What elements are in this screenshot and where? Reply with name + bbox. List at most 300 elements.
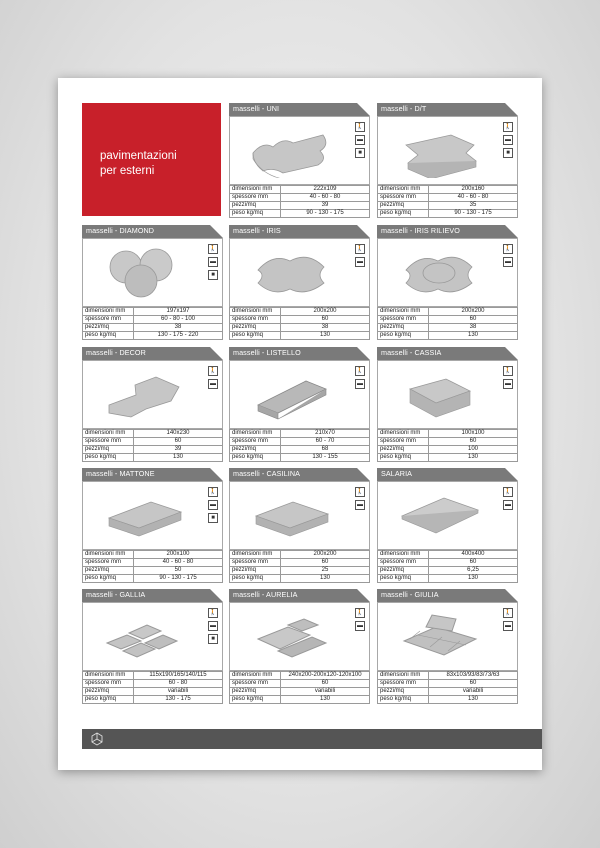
- spec-value: 40 - 60 - 80: [429, 194, 518, 202]
- spec-value: 100x100: [429, 430, 518, 438]
- table-row: [230, 202, 370, 210]
- spec-label: dimensioni mm: [83, 308, 134, 316]
- table-row: [230, 688, 370, 696]
- table-row: [378, 575, 518, 583]
- table-row: [378, 559, 518, 567]
- usage-icons: [355, 244, 364, 270]
- car-icon: ▬: [210, 502, 216, 508]
- truck-icon: ■: [208, 634, 218, 644]
- usage-icons: [503, 366, 512, 392]
- spec-value: 130: [429, 696, 518, 704]
- table-row: [378, 567, 518, 575]
- table-row: [378, 438, 518, 446]
- product-card: [82, 225, 223, 338]
- product-image-box: [377, 360, 518, 429]
- spec-value: 60: [429, 316, 518, 324]
- spec-value: 90 - 130 - 175: [281, 210, 370, 218]
- product-header: [377, 103, 518, 116]
- product-header: [82, 225, 223, 238]
- spec-label: dimensioni mm: [83, 551, 134, 559]
- spec-label: peso kg/mq: [230, 575, 281, 583]
- table-row: [378, 332, 518, 340]
- spec-label: pezzi/mq: [83, 446, 134, 454]
- table-row: [83, 332, 223, 340]
- spec-value: 222x109: [281, 186, 370, 194]
- car-icon: ▬: [505, 259, 511, 265]
- spec-label: pezzi/mq: [83, 324, 134, 332]
- spec-value: 38: [281, 324, 370, 332]
- table-row: [378, 186, 518, 194]
- table-row: [83, 308, 223, 316]
- table-row: [378, 454, 518, 462]
- spec-label: spessore mm: [83, 316, 134, 324]
- car-icon: ▬: [357, 381, 363, 387]
- spec-value: 60: [429, 559, 518, 567]
- pedestrian-icon: 🚶: [209, 368, 217, 374]
- product-image-box: [377, 238, 518, 307]
- spec-value: 6,25: [429, 567, 518, 575]
- table-row: [83, 567, 223, 575]
- product-header: [377, 468, 518, 481]
- product-image-box: [229, 602, 370, 671]
- usage-icons: [355, 608, 364, 634]
- table-row: [83, 454, 223, 462]
- usage-icons: [503, 122, 512, 161]
- paver-image: [396, 488, 481, 548]
- usage-icons: [503, 487, 512, 513]
- car-icon: ▬: [505, 623, 511, 629]
- spec-label: dimensioni mm: [230, 308, 281, 316]
- spec-label: peso kg/mq: [83, 696, 134, 704]
- spec-value: 240x200-200x120-120x100: [281, 672, 370, 680]
- pedestrian-icon: 🚶: [209, 610, 217, 616]
- spec-value: 100: [429, 446, 518, 454]
- product-card: [229, 589, 370, 702]
- paver-image: [396, 123, 481, 183]
- spec-label: pezzi/mq: [378, 446, 429, 454]
- product-card: [377, 347, 518, 460]
- car-icon: ▬: [210, 259, 216, 265]
- spec-table: [229, 185, 370, 218]
- product-image-box: [229, 116, 370, 185]
- table-row: [83, 575, 223, 583]
- spec-label: peso kg/mq: [83, 454, 134, 462]
- table-row: [378, 688, 518, 696]
- spec-label: dimensioni mm: [378, 551, 429, 559]
- spec-label: pezzi/mq: [230, 446, 281, 454]
- spec-value: 200x100: [134, 551, 223, 559]
- spec-label: peso kg/mq: [83, 332, 134, 340]
- section-title: pavimentazioni per esterni: [100, 150, 177, 177]
- spec-label: pezzi/mq: [83, 688, 134, 696]
- spec-label: spessore mm: [230, 438, 281, 446]
- spec-label: spessore mm: [230, 194, 281, 202]
- table-row: [378, 324, 518, 332]
- car-icon: ▬: [505, 502, 511, 508]
- spec-table: [229, 307, 370, 340]
- spec-label: peso kg/mq: [378, 454, 429, 462]
- spec-value: variabili: [134, 688, 223, 696]
- spec-label: pezzi/mq: [378, 688, 429, 696]
- spec-value: 130: [281, 332, 370, 340]
- spec-label: peso kg/mq: [230, 210, 281, 218]
- footer-bar: [82, 729, 542, 749]
- spec-label: spessore mm: [378, 194, 429, 202]
- product-header: [82, 347, 223, 360]
- table-row: [230, 186, 370, 194]
- table-row: [83, 672, 223, 680]
- spec-value: 115x190/165/140/115: [134, 672, 223, 680]
- spec-value: 60: [281, 559, 370, 567]
- spec-value: 200x200: [281, 551, 370, 559]
- product-name: masselli - GIULIA: [381, 590, 439, 599]
- spec-value: 60: [281, 316, 370, 324]
- truck-icon: ■: [208, 270, 218, 280]
- spec-label: peso kg/mq: [83, 575, 134, 583]
- product-header: [229, 103, 370, 116]
- product-image-box: [377, 481, 518, 550]
- product-name: masselli - DIAMOND: [86, 226, 155, 235]
- spec-table: [229, 429, 370, 462]
- spec-value: 39: [281, 202, 370, 210]
- spec-value: 130: [429, 454, 518, 462]
- spec-value: 130: [281, 696, 370, 704]
- usage-icons: [208, 244, 217, 283]
- table-row: [83, 324, 223, 332]
- product-card: [377, 589, 518, 702]
- spec-label: peso kg/mq: [378, 332, 429, 340]
- spec-value: 60: [134, 438, 223, 446]
- spec-label: dimensioni mm: [378, 430, 429, 438]
- paver-image: [248, 367, 333, 427]
- spec-label: dimensioni mm: [378, 308, 429, 316]
- product-image-box: [377, 602, 518, 671]
- table-row: [230, 680, 370, 688]
- truck-icon: ■: [355, 148, 365, 158]
- spec-value: variabili: [429, 688, 518, 696]
- product-card: [82, 589, 223, 702]
- spec-label: spessore mm: [83, 438, 134, 446]
- table-row: [83, 696, 223, 704]
- car-icon: ▬: [357, 623, 363, 629]
- pedestrian-icon: 🚶: [504, 246, 512, 252]
- table-row: [83, 680, 223, 688]
- spec-table: [229, 550, 370, 583]
- paver-image: [101, 609, 186, 669]
- car-icon: ▬: [505, 381, 511, 387]
- spec-value: 130: [429, 332, 518, 340]
- spec-label: pezzi/mq: [378, 567, 429, 575]
- spec-value: 40 - 60 - 80: [134, 559, 223, 567]
- brand-logo-icon: [90, 732, 104, 746]
- table-row: [230, 194, 370, 202]
- spec-value: 140x230: [134, 430, 223, 438]
- product-image-box: [82, 481, 223, 550]
- car-icon: ▬: [357, 502, 363, 508]
- product-name: masselli - IRIS: [233, 226, 281, 235]
- spec-label: spessore mm: [378, 438, 429, 446]
- product-image-box: [377, 116, 518, 185]
- car-icon: ▬: [210, 381, 216, 387]
- table-row: [378, 210, 518, 218]
- usage-icons: [503, 244, 512, 270]
- spec-label: pezzi/mq: [83, 567, 134, 575]
- section-title-block: [82, 103, 221, 216]
- table-row: [83, 438, 223, 446]
- spec-label: spessore mm: [378, 680, 429, 688]
- spec-table: [82, 307, 223, 340]
- catalog-page: [58, 78, 542, 770]
- product-card: [377, 103, 518, 216]
- car-icon: ▬: [210, 623, 216, 629]
- product-header: [229, 347, 370, 360]
- spec-value: 39: [134, 446, 223, 454]
- product-name: masselli - MATTONE: [86, 469, 155, 478]
- table-row: [83, 551, 223, 559]
- spec-label: dimensioni mm: [230, 186, 281, 194]
- spec-value: 38: [429, 324, 518, 332]
- table-row: [83, 430, 223, 438]
- product-name: SALARIA: [381, 469, 413, 478]
- spec-value: 130 - 175 - 220: [134, 332, 223, 340]
- spec-value: 130 - 155: [281, 454, 370, 462]
- pedestrian-icon: 🚶: [504, 610, 512, 616]
- usage-icons: [208, 608, 217, 647]
- product-header: [229, 225, 370, 238]
- product-card: [229, 468, 370, 581]
- spec-table: [82, 550, 223, 583]
- spec-value: 200x200: [429, 308, 518, 316]
- pedestrian-icon: 🚶: [504, 124, 512, 130]
- spec-label: pezzi/mq: [230, 567, 281, 575]
- paver-image: [101, 245, 186, 305]
- spec-value: 130: [429, 575, 518, 583]
- spec-table: [229, 671, 370, 704]
- spec-value: 60 - 80 - 100: [134, 316, 223, 324]
- table-row: [230, 308, 370, 316]
- spec-label: spessore mm: [83, 680, 134, 688]
- product-name: masselli - CASILINA: [233, 469, 301, 478]
- product-header: [377, 589, 518, 602]
- product-header: [229, 589, 370, 602]
- spec-value: 40 - 60 - 80: [281, 194, 370, 202]
- product-name: masselli - D/T: [381, 104, 427, 113]
- spec-label: peso kg/mq: [230, 696, 281, 704]
- usage-icons: [355, 366, 364, 392]
- spec-label: peso kg/mq: [230, 332, 281, 340]
- table-row: [230, 551, 370, 559]
- paver-image: [101, 488, 186, 548]
- table-row: [230, 559, 370, 567]
- usage-icons: [503, 608, 512, 634]
- pedestrian-icon: 🚶: [209, 489, 217, 495]
- pedestrian-icon: 🚶: [504, 489, 512, 495]
- product-card: [229, 347, 370, 460]
- spec-value: 60: [429, 438, 518, 446]
- spec-label: dimensioni mm: [230, 672, 281, 680]
- paver-image: [396, 367, 481, 427]
- product-image-box: [82, 360, 223, 429]
- spec-value: 197x197: [134, 308, 223, 316]
- spec-value: 90 - 130 - 175: [429, 210, 518, 218]
- product-header: [377, 225, 518, 238]
- spec-value: 130 - 175: [134, 696, 223, 704]
- table-row: [83, 688, 223, 696]
- car-icon: ▬: [357, 259, 363, 265]
- spec-label: pezzi/mq: [230, 202, 281, 210]
- table-row: [230, 324, 370, 332]
- spec-value: 83x103/93/83/73/63: [429, 672, 518, 680]
- spec-table: [377, 550, 518, 583]
- table-row: [83, 559, 223, 567]
- spec-label: peso kg/mq: [378, 210, 429, 218]
- spec-value: 210x70: [281, 430, 370, 438]
- spec-label: peso kg/mq: [378, 575, 429, 583]
- spec-table: [377, 307, 518, 340]
- spec-value: 60 - 70: [281, 438, 370, 446]
- product-name: masselli - CASSIA: [381, 348, 442, 357]
- paver-image: [101, 367, 186, 427]
- spec-label: spessore mm: [83, 559, 134, 567]
- spec-value: 130: [134, 454, 223, 462]
- spec-table: [377, 185, 518, 218]
- spec-value: 90 - 130 - 175: [134, 575, 223, 583]
- spec-value: 25: [281, 567, 370, 575]
- truck-icon: ■: [208, 513, 218, 523]
- spec-label: dimensioni mm: [83, 672, 134, 680]
- product-card: [377, 225, 518, 338]
- paver-image: [248, 245, 333, 305]
- table-row: [230, 696, 370, 704]
- spec-label: spessore mm: [230, 680, 281, 688]
- spec-label: pezzi/mq: [230, 688, 281, 696]
- product-name: masselli - IRIS RILIEVO: [381, 226, 460, 235]
- pedestrian-icon: 🚶: [356, 246, 364, 252]
- table-row: [378, 696, 518, 704]
- table-row: [378, 551, 518, 559]
- spec-label: pezzi/mq: [230, 324, 281, 332]
- paver-image: [396, 245, 481, 305]
- usage-icons: [355, 487, 364, 513]
- spec-value: 60: [429, 680, 518, 688]
- table-row: [83, 446, 223, 454]
- product-card: [229, 103, 370, 216]
- product-header: [82, 468, 223, 481]
- paver-image: [248, 609, 333, 669]
- table-row: [230, 438, 370, 446]
- usage-icons: [208, 366, 217, 392]
- pedestrian-icon: 🚶: [209, 246, 217, 252]
- pedestrian-icon: 🚶: [356, 368, 364, 374]
- product-image-box: [229, 360, 370, 429]
- usage-icons: [208, 487, 217, 526]
- table-row: [230, 567, 370, 575]
- spec-value: 60: [281, 680, 370, 688]
- product-name: masselli - AURELIA: [233, 590, 298, 599]
- usage-icons: [355, 122, 364, 161]
- spec-value: 60 - 80: [134, 680, 223, 688]
- spec-value: 38: [134, 324, 223, 332]
- table-row: [230, 210, 370, 218]
- spec-table: [377, 429, 518, 462]
- spec-table: [82, 671, 223, 704]
- product-header: [229, 468, 370, 481]
- spec-label: dimensioni mm: [378, 672, 429, 680]
- spec-value: 50: [134, 567, 223, 575]
- spec-label: spessore mm: [378, 316, 429, 324]
- product-image-box: [82, 238, 223, 307]
- paver-image: [248, 123, 333, 183]
- table-row: [378, 308, 518, 316]
- product-name: masselli - DECOR: [86, 348, 146, 357]
- table-row: [378, 316, 518, 324]
- product-card: [229, 225, 370, 338]
- table-row: [230, 672, 370, 680]
- spec-label: peso kg/mq: [378, 696, 429, 704]
- spec-label: spessore mm: [378, 559, 429, 567]
- spec-label: pezzi/mq: [378, 202, 429, 210]
- table-row: [230, 446, 370, 454]
- spec-value: 68: [281, 446, 370, 454]
- product-header: [82, 589, 223, 602]
- spec-label: pezzi/mq: [378, 324, 429, 332]
- pedestrian-icon: 🚶: [356, 489, 364, 495]
- table-row: [230, 430, 370, 438]
- table-row: [230, 454, 370, 462]
- paver-image: [396, 609, 481, 669]
- paver-image: [248, 488, 333, 548]
- table-row: [230, 575, 370, 583]
- table-row: [378, 672, 518, 680]
- spec-table: [377, 671, 518, 704]
- spec-value: 400x400: [429, 551, 518, 559]
- spec-value: variabili: [281, 688, 370, 696]
- spec-label: dimensioni mm: [230, 430, 281, 438]
- truck-icon: ■: [503, 148, 513, 158]
- product-image-box: [229, 238, 370, 307]
- product-name: masselli - GALLIA: [86, 590, 146, 599]
- product-card: [82, 468, 223, 581]
- product-card: [82, 347, 223, 460]
- table-row: [378, 202, 518, 210]
- spec-label: dimensioni mm: [83, 430, 134, 438]
- table-row: [378, 680, 518, 688]
- spec-value: 130: [281, 575, 370, 583]
- spec-value: 200x200: [281, 308, 370, 316]
- spec-label: dimensioni mm: [230, 551, 281, 559]
- spec-label: dimensioni mm: [378, 186, 429, 194]
- spec-value: 35: [429, 202, 518, 210]
- table-row: [230, 332, 370, 340]
- product-name: masselli - LISTELLO: [233, 348, 301, 357]
- pedestrian-icon: 🚶: [504, 368, 512, 374]
- pedestrian-icon: 🚶: [356, 124, 364, 130]
- spec-label: spessore mm: [230, 559, 281, 567]
- table-row: [230, 316, 370, 324]
- spec-table: [82, 429, 223, 462]
- spec-label: spessore mm: [230, 316, 281, 324]
- table-row: [378, 430, 518, 438]
- product-name: masselli - UNI: [233, 104, 280, 113]
- table-row: [83, 316, 223, 324]
- pedestrian-icon: 🚶: [356, 610, 364, 616]
- car-icon: ▬: [505, 137, 511, 143]
- product-card: [377, 468, 518, 581]
- spec-value: 200x160: [429, 186, 518, 194]
- car-icon: ▬: [357, 137, 363, 143]
- table-row: [378, 194, 518, 202]
- product-header: [377, 347, 518, 360]
